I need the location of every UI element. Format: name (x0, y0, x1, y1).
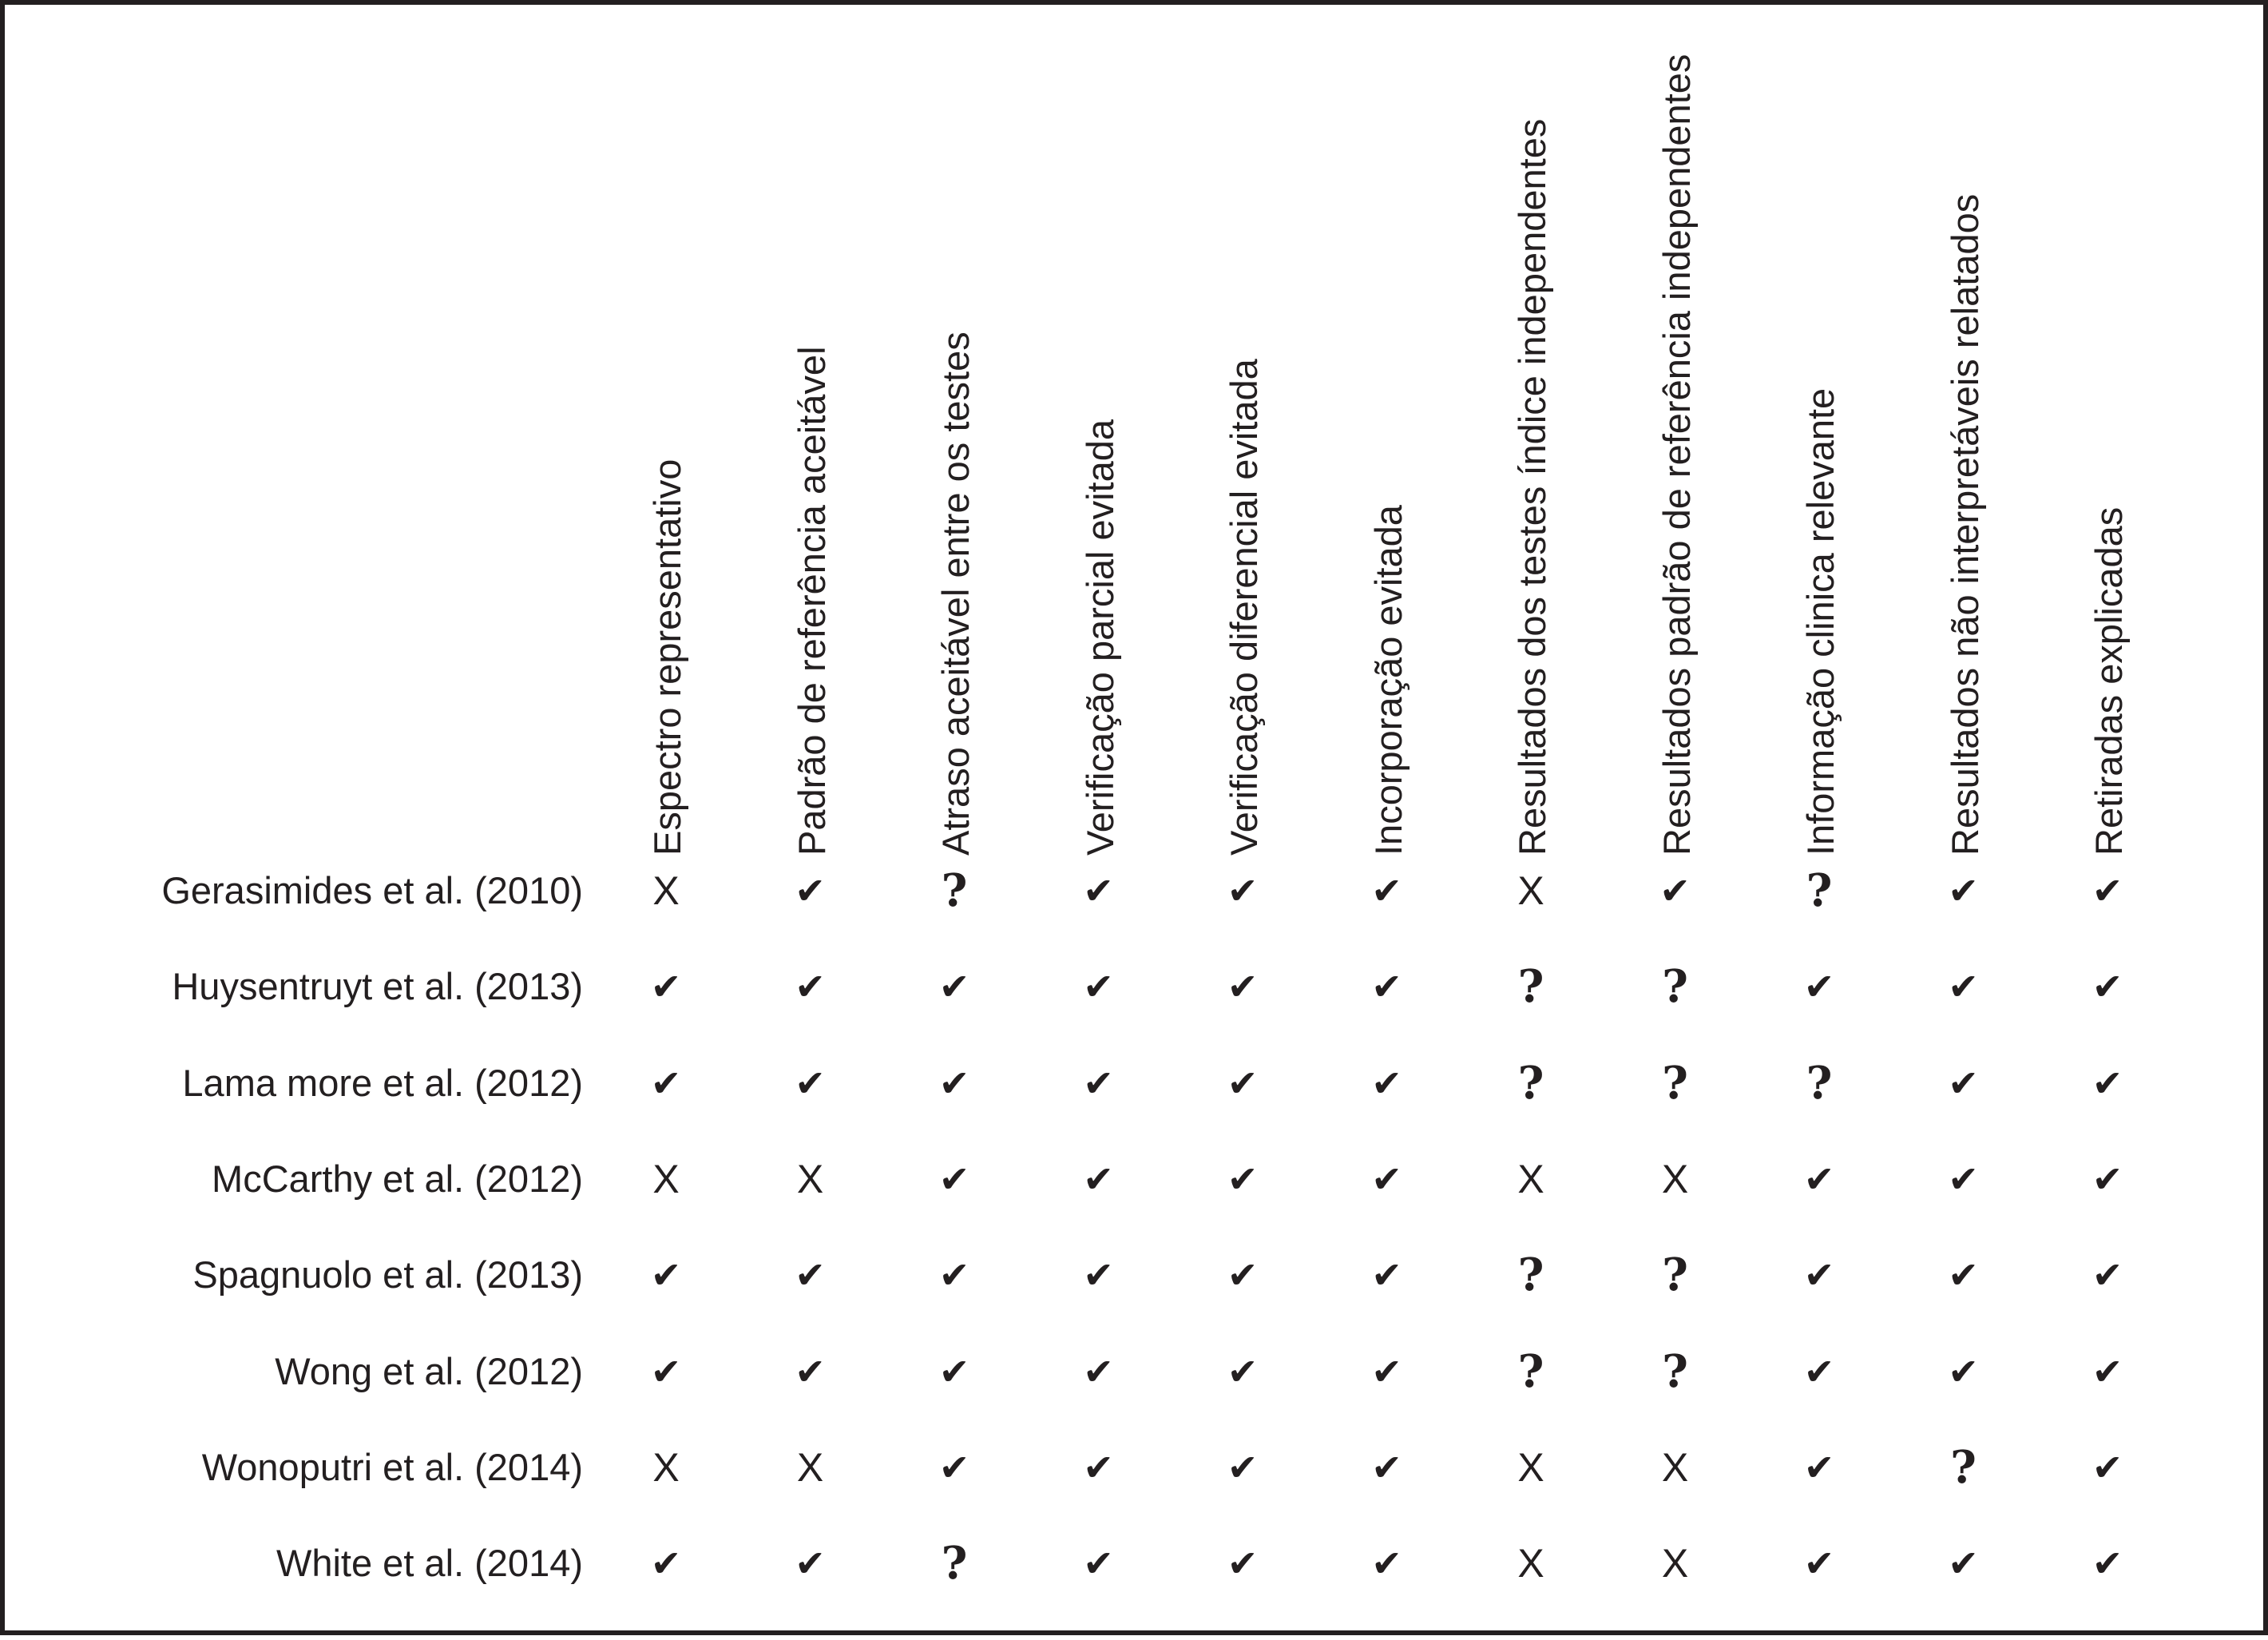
study-label: Wonoputri et al. (2014) (201, 1445, 583, 1488)
check-icon: ✔ (1948, 965, 1979, 1009)
question-icon: ? (1662, 1056, 1688, 1110)
check-icon: ✔ (2092, 1445, 2123, 1489)
quality-assessment-table (5, 5, 2268, 1640)
check-icon: ✔ (1083, 1157, 1114, 1201)
question-icon: ? (1662, 1344, 1688, 1398)
check-icon: ✔ (1371, 1061, 1402, 1105)
question-icon: ? (1517, 1056, 1544, 1110)
check-icon: ✔ (938, 1445, 970, 1489)
question-icon: ? (1662, 1249, 1688, 1302)
question-icon: ? (941, 864, 968, 917)
check-icon: ✔ (1371, 869, 1402, 912)
question-icon: ? (1517, 1249, 1544, 1302)
check-icon: ✔ (1948, 1542, 1979, 1586)
check-icon: ✔ (938, 1349, 970, 1393)
cross-icon: X (1517, 868, 1544, 913)
study-label: Huysentruyt et al. (2013) (172, 965, 583, 1008)
check-icon: ✔ (1948, 1157, 1979, 1201)
check-icon: ✔ (1803, 1157, 1835, 1201)
check-icon: ✔ (795, 1061, 826, 1105)
cross-icon: X (796, 1156, 824, 1201)
check-icon: ✔ (1083, 965, 1114, 1009)
check-icon: ✔ (938, 1157, 970, 1201)
check-icon: ✔ (1371, 1157, 1402, 1201)
check-icon: ✔ (2092, 1349, 2123, 1393)
cross-icon: X (1661, 1444, 1689, 1490)
check-icon: ✔ (795, 1253, 826, 1297)
cross-icon: X (652, 868, 680, 913)
check-icon: ✔ (650, 1349, 682, 1393)
study-label: Lama more et al. (2012) (182, 1061, 583, 1104)
check-icon: ✔ (795, 1349, 826, 1393)
check-icon: ✔ (1948, 869, 1979, 912)
check-icon: ✔ (1083, 1253, 1114, 1297)
study-label: Wong et al. (2012) (275, 1349, 583, 1392)
column-header-label: Resultados padrão de referência independentes (1655, 54, 1698, 856)
question-icon: ? (1517, 1344, 1544, 1398)
column-header-label: Incorporação evitada (1366, 505, 1410, 856)
column-header-label: Verificação diferencial evitada (1223, 359, 1265, 856)
question-icon: ? (1806, 864, 1833, 917)
check-icon: ✔ (1371, 1445, 1402, 1489)
check-icon: ✔ (650, 965, 682, 1009)
check-icon: ✔ (1083, 1445, 1114, 1489)
check-icon: ✔ (2092, 1061, 2123, 1105)
question-icon: ? (1517, 960, 1544, 1014)
question-icon: ? (1950, 1440, 1977, 1494)
check-icon: ✔ (795, 965, 826, 1009)
column-header-label: Padrão de referência aceitável (790, 346, 833, 856)
check-icon: ✔ (650, 1061, 682, 1105)
cross-icon: X (1661, 1541, 1689, 1586)
check-icon: ✔ (795, 869, 826, 912)
check-icon: ✔ (1803, 1542, 1835, 1586)
check-icon: ✔ (938, 965, 970, 1009)
check-icon: ✔ (938, 1061, 970, 1105)
study-label: McCarthy et al. (2012) (212, 1157, 583, 1200)
check-icon: ✔ (1083, 1061, 1114, 1105)
check-icon: ✔ (1227, 1157, 1259, 1201)
check-icon: ✔ (650, 1253, 682, 1297)
cross-icon: X (652, 1444, 680, 1490)
check-icon: ✔ (1659, 869, 1691, 912)
column-header-label: Espectro representativo (646, 459, 688, 856)
check-icon: ✔ (1371, 965, 1402, 1009)
check-icon: ✔ (2092, 1157, 2123, 1201)
check-icon: ✔ (1227, 869, 1259, 912)
check-icon: ✔ (1227, 965, 1259, 1009)
cross-icon: X (1517, 1541, 1544, 1586)
check-icon: ✔ (1371, 1349, 1402, 1393)
question-icon: ? (1806, 1056, 1833, 1110)
check-icon: ✔ (2092, 869, 2123, 912)
check-icon: ✔ (1227, 1349, 1259, 1393)
question-icon: ? (941, 1537, 968, 1590)
cross-icon: X (1661, 1156, 1689, 1201)
study-label: Gerasimides et al. (2010) (161, 869, 583, 911)
check-icon: ✔ (1083, 1542, 1114, 1586)
check-icon: ✔ (1948, 1349, 1979, 1393)
column-header-label: Atraso aceitável entre os testes (934, 332, 977, 856)
column-header-label: Retiradas explicadas (2088, 506, 2130, 856)
check-icon: ✔ (1803, 1349, 1835, 1393)
column-header-label: Verificação parcial evitada (1078, 419, 1121, 856)
check-icon: ✔ (1083, 869, 1114, 912)
check-icon: ✔ (795, 1542, 826, 1586)
check-icon: ✔ (1083, 1349, 1114, 1393)
check-icon: ✔ (2092, 965, 2123, 1009)
check-icon: ✔ (2092, 1253, 2123, 1297)
check-icon: ✔ (1227, 1253, 1259, 1297)
check-icon: ✔ (1371, 1253, 1402, 1297)
check-icon: ✔ (1948, 1253, 1979, 1297)
check-icon: ✔ (1803, 1253, 1835, 1297)
column-header-label: Informação clinica relevante (1799, 387, 1842, 856)
column-header-label: Resultados dos testes índice independentes (1511, 118, 1553, 856)
cross-icon: X (652, 1156, 680, 1201)
column-header-label: Resultados não interpretáveis relatados (1943, 193, 1986, 856)
check-icon: ✔ (1227, 1445, 1259, 1489)
check-icon: ✔ (1803, 1445, 1835, 1489)
check-icon: ✔ (938, 1253, 970, 1297)
cross-icon: X (1517, 1444, 1544, 1490)
check-icon: ✔ (1227, 1061, 1259, 1105)
cross-icon: X (796, 1444, 824, 1490)
check-icon: ✔ (1371, 1542, 1402, 1586)
cross-icon: X (1517, 1156, 1544, 1201)
check-icon: ✔ (2092, 1542, 2123, 1586)
question-icon: ? (1662, 960, 1688, 1014)
check-icon: ✔ (1227, 1542, 1259, 1586)
check-icon: ✔ (650, 1542, 682, 1586)
study-label: Spagnuolo et al. (2013) (192, 1253, 583, 1297)
check-icon: ✔ (1948, 1061, 1979, 1105)
study-label: White et al. (2014) (276, 1542, 583, 1585)
check-icon: ✔ (1803, 965, 1835, 1009)
